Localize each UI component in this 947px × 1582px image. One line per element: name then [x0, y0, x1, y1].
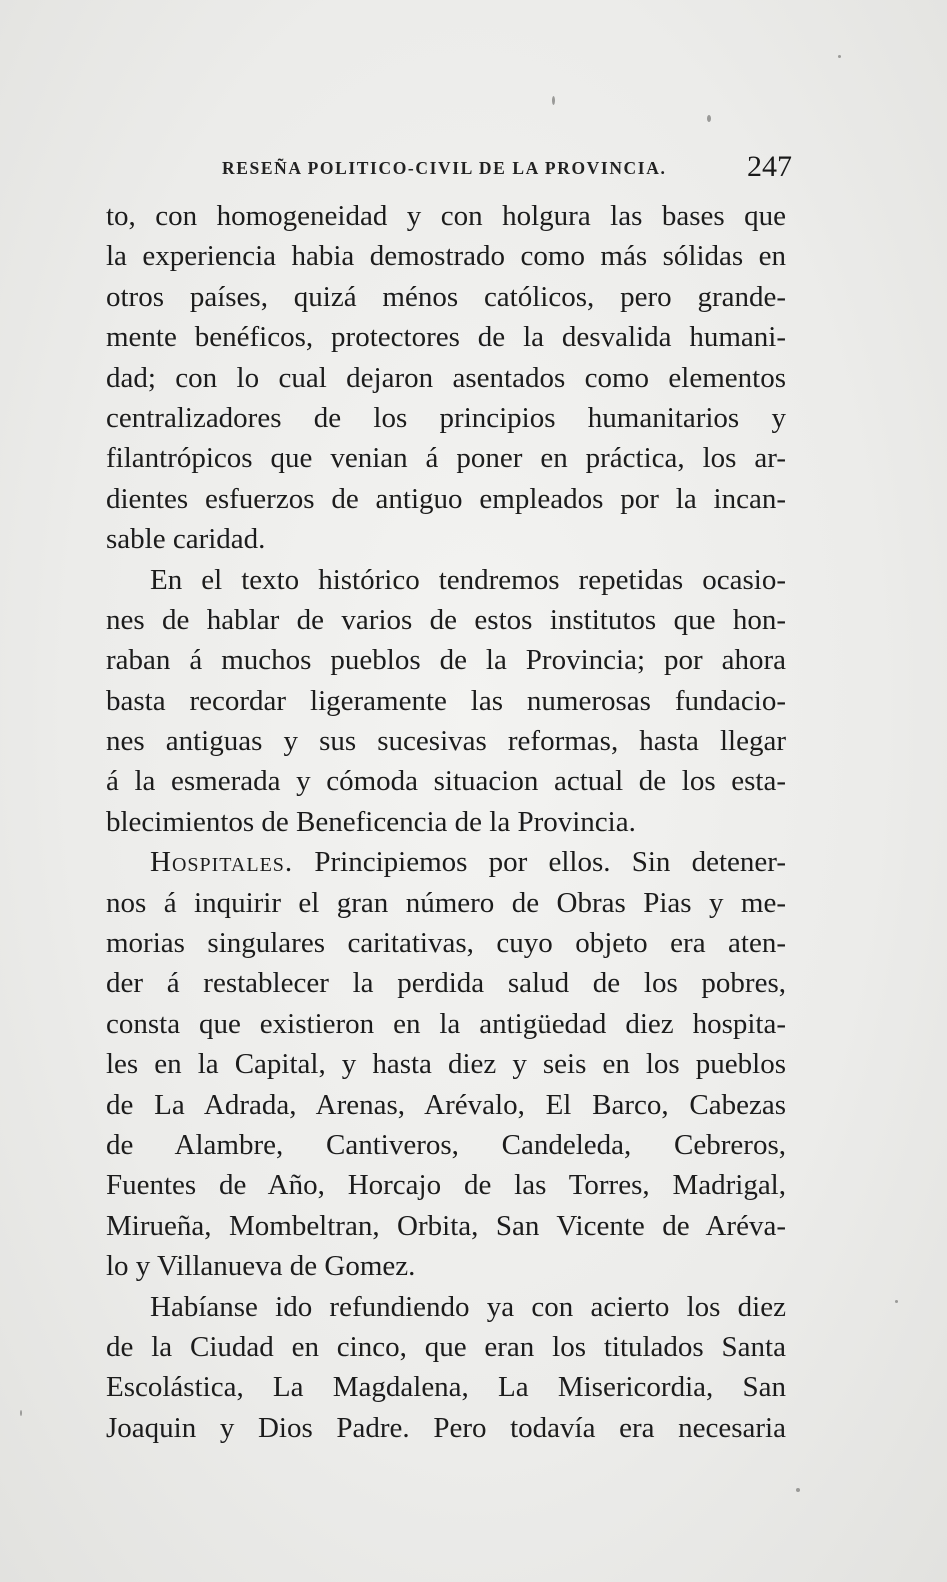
text-line: á la esmerada y cómoda situacion actual de los esta-: [106, 765, 786, 798]
text-line: de La Adrada, Arenas, Arévalo, El Barco, Cabezas: [106, 1088, 786, 1121]
text-line: les en la Capital, y hasta diez y seis en los pueblos: [106, 1048, 786, 1081]
text-line: Escolástica, La Magdalena, La Misericordia, San: [106, 1371, 786, 1404]
text-line: Mirueña, Mombeltran, Orbita, San Vicente de Aréva-: [106, 1209, 786, 1242]
text-line: blecimientos de Beneficencia de la Provincia.: [106, 805, 636, 838]
page-header: [222, 150, 792, 190]
paragraph-2: [106, 560, 786, 843]
text-line: de Alambre, Cantiveros, Candeleda, Cebreros,: [106, 1128, 786, 1161]
paper-speck: [838, 55, 841, 58]
text-line: de la Ciudad en cinco, que eran los titulados Santa: [106, 1330, 786, 1363]
text-line-rest: Principiemos por ellos. Sin detener-: [314, 846, 786, 879]
text-line: [106, 842, 786, 882]
paper-speck: [707, 115, 711, 122]
paper-speck: [895, 1300, 898, 1303]
paper-speck: [796, 1488, 800, 1492]
text-line: Fuentes de Año, Horcajo de las Torres, Madrigal,: [106, 1169, 786, 1202]
section-lead: Hospitales.: [150, 846, 294, 879]
paragraph-1: [106, 196, 786, 560]
text-line: consta que existieron en la antigüedad diez hospita-: [106, 1007, 786, 1040]
text-line: nes antiguas y sus sucesivas reformas, hasta llegar: [106, 725, 786, 758]
text-line: basta recordar ligeramente las numerosas fundacio-: [106, 684, 786, 717]
paper-speck: [20, 1410, 22, 1416]
body-text: [106, 196, 786, 1448]
text-line: lo y Villanueva de Gomez.: [106, 1250, 416, 1283]
text-line: nos á inquirir el gran número de Obras Pias y me-: [106, 886, 786, 919]
text-line: nes de hablar de varios de estos institutos que hon-: [106, 603, 786, 636]
text-line: En el texto histórico tendremos repetidas ocasio-: [150, 563, 786, 596]
text-line: morias singulares caritativas, cuyo objeto era aten-: [106, 927, 786, 960]
page-number: 247: [747, 150, 792, 183]
text-line: raban á muchos pueblos de la Provincia; por ahora: [106, 644, 786, 677]
running-head: RESEÑA POLITICO-CIVIL DE LA PROVINCIA.: [222, 158, 667, 178]
text-line: Joaquin y Dios Padre. Pero todavía era necesaria: [106, 1411, 786, 1444]
text-line: der á restablecer la perdida salud de los pobres,: [106, 967, 786, 1000]
text-line: dientes esfuerzos de antiguo empleados por la incan-: [106, 482, 786, 515]
paragraph-4: [106, 1287, 786, 1449]
text-line: dad; con lo cual dejaron asentados como elementos: [106, 361, 786, 394]
text-line: Habíanse ido refundiendo ya con acierto los diez: [150, 1290, 786, 1323]
text-line: la experiencia habia demostrado como más sólidas en: [106, 240, 786, 273]
paragraph-3: [106, 842, 786, 1286]
text-line: mente benéficos, protectores de la desvalida humani-: [106, 321, 786, 354]
text-line: sable caridad.: [106, 523, 266, 556]
paper-speck: [552, 96, 555, 105]
text-line: filantrópicos que venian á poner en práctica, los ar-: [106, 442, 786, 475]
text-line: centralizadores de los principios humanitarios y: [106, 401, 786, 434]
text-line: to, con homogeneidad y con holgura las bases que: [106, 200, 786, 232]
text-line: otros países, quizá ménos católicos, pero grande-: [106, 280, 786, 313]
